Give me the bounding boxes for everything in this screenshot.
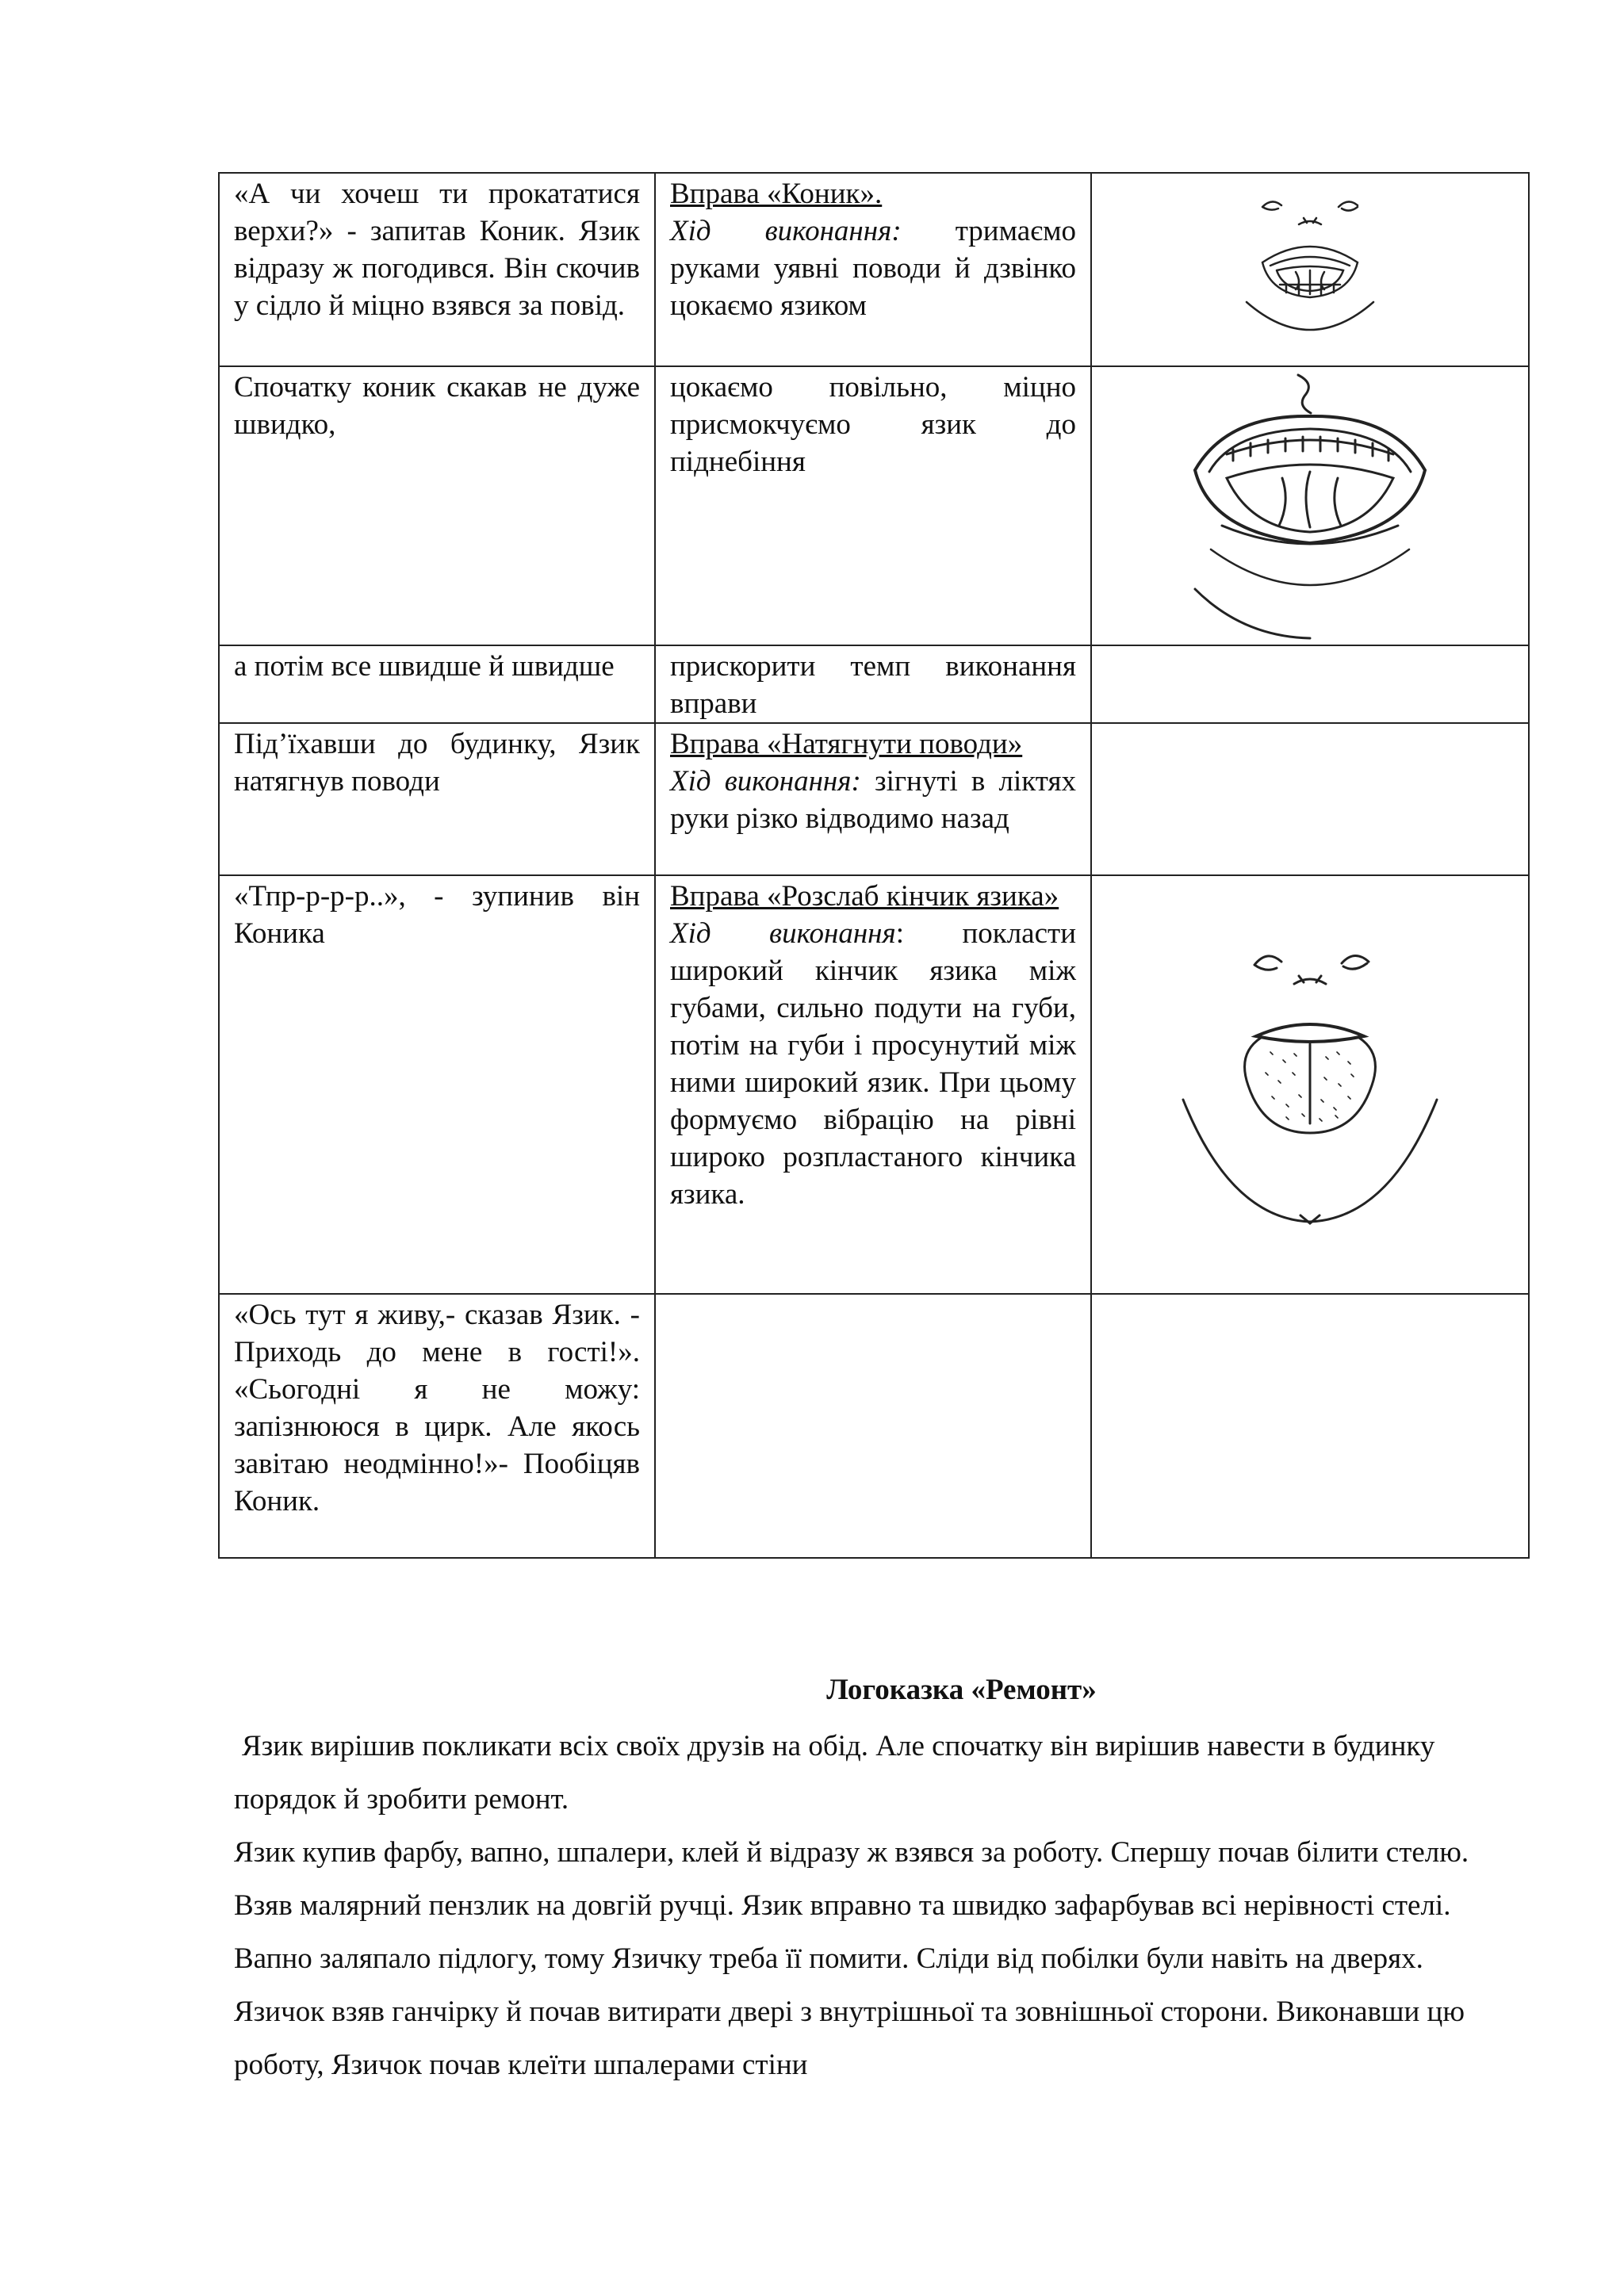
story-cell <box>219 1294 655 1558</box>
story-text: Спочатку коник скакав не дуже швидко, <box>234 371 640 441</box>
story-cell <box>219 645 655 723</box>
story-section <box>234 1663 1519 2091</box>
instruction-text: цокаємо повільно, міцно присмокчуємо язик до піднебіння <box>670 371 1076 478</box>
illustration-cell <box>1091 645 1529 723</box>
exercise-table <box>218 172 1530 1559</box>
exercise-title: Вправа «Коник». <box>670 178 883 210</box>
table-row <box>219 723 1529 875</box>
story-cell <box>219 173 655 366</box>
exercise-title: Вправа «Розслаб кінчик язика» <box>670 880 1059 913</box>
section-title: Логоказка «Ремонт» <box>826 1674 1097 1706</box>
procedure-label: Хід виконання: <box>670 215 902 247</box>
instruction-cell <box>655 366 1091 645</box>
procedure-text: : покласти широкий кінчик язика між губами, сильно подути на губи, потім на губи і просунутий між ними широкий язик. При цьому формуємо вібрацію на рівні широко розпластаного кінчика язика. <box>670 917 1076 1211</box>
exercise-cell <box>655 875 1091 1294</box>
illustration-cell <box>1091 875 1529 1294</box>
open-mouth-tongue-palate-icon <box>1092 367 1528 645</box>
procedure-label: Хід виконання: <box>670 765 861 798</box>
story-cell <box>219 723 655 875</box>
face-clicking-tongue-icon <box>1106 183 1514 365</box>
table-row <box>219 173 1529 366</box>
paragraph: Язик купив фарбу, вапно, шпалери, клей й відразу ж взявся за роботу. Спершу почав білити стелю. Взяв малярний пензлик на довгій ручці. Язик вправно та швидко зафарбував всі нерівності стелі. Вапно заляпало підлогу, тому Язичку треба її помити. Сліди від побілки були навіть на дверях. Язичок взяв ганчірку й почав витирати двері з внутрішньої та зовнішньої сторони. Виконавши цю роботу, Язичок почав клеїти шпалерами стіни <box>234 1836 1469 2081</box>
story-text: а потім все швидше й швидше <box>234 650 615 683</box>
exercise-cell <box>655 723 1091 875</box>
instruction-text: прискорити темп виконання вправи <box>670 650 1076 720</box>
story-text: «А чи хочеш ти прокататися верхи?» - запитав Коник. Язик відразу ж погодився. Він скочив у сідло й міцно взявся за повід. <box>234 178 640 322</box>
procedure-text: зігнуті в ліктях руки різко відводимо назад <box>670 765 1076 835</box>
table-row <box>219 875 1529 1294</box>
face-tongue-out-icon <box>1106 917 1514 1250</box>
story-cell <box>219 366 655 645</box>
procedure-text: тримаємо руками уявні поводи й дзвінко цокаємо язиком <box>670 215 1076 322</box>
illustration-cell <box>1091 366 1529 645</box>
exercise-cell <box>655 173 1091 366</box>
story-cell <box>219 875 655 1294</box>
illustration-cell <box>1091 173 1529 366</box>
instruction-cell <box>655 645 1091 723</box>
table-row <box>219 366 1529 645</box>
empty-cell <box>1091 1294 1529 1558</box>
story-text: «Ось тут я живу,- сказав Язик. - Приходь до мене в гості!». «Сьогодні я не можу: запізнююся в цирк. Але якось завітаю неодмінно!»- Пообіцяв Коник. <box>234 1299 640 1517</box>
paragraph: Язик вирішив покликати всіх своїх друзів на обід. Але спочатку він вирішив навести в будинку порядок й зробити ремонт. <box>234 1730 1435 1816</box>
story-text: Під’їхавши до будинку, Язик натягнув поводи <box>234 728 640 798</box>
procedure-label: Хід виконання <box>670 917 896 950</box>
story-text: «Тпр-р-р-р..», - зупинив він Коника <box>234 880 640 950</box>
exercise-title: Вправа «Натягнути поводи» <box>670 728 1023 760</box>
illustration-cell <box>1091 723 1529 875</box>
empty-cell <box>655 1294 1091 1558</box>
table-row <box>219 1294 1529 1558</box>
table-row <box>219 645 1529 723</box>
